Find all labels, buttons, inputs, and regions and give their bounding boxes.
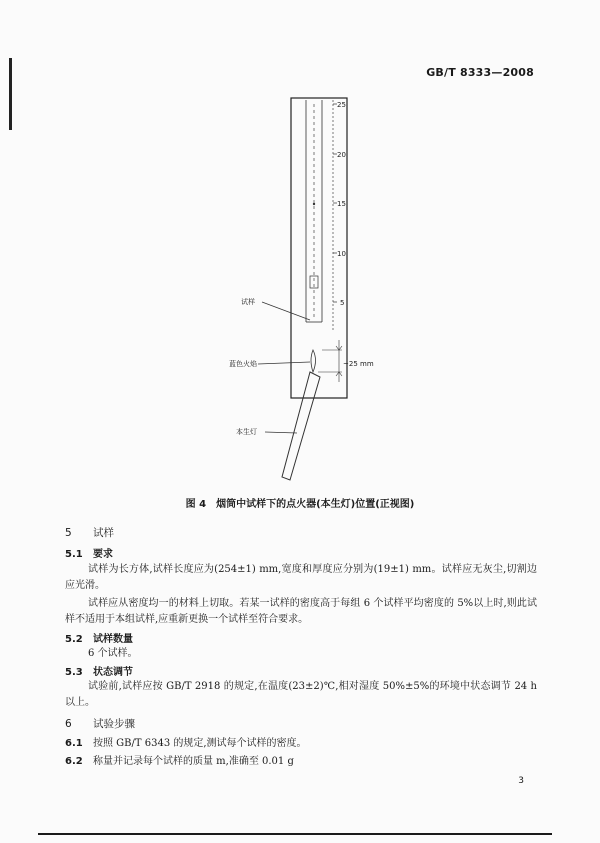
step-6-1 xyxy=(65,736,537,752)
specimen-dot xyxy=(313,203,315,205)
paragraph-specimen-count: 6 个试样。 xyxy=(88,648,138,659)
section-5-heading xyxy=(65,525,114,540)
tick-label-10: 10 xyxy=(337,250,346,258)
section-title: 要求 xyxy=(93,549,113,560)
section-number: 5.3 xyxy=(65,667,83,678)
label-specimen: 试样 xyxy=(241,298,255,306)
paragraph-specimen-density: 试样应从密度均一的材料上切取。若某一试样的密度高于每组 6 个试样平均密度的 5%以上时,则此试样不适用于本组试样,应重新更换一个试样至符合要求。 xyxy=(65,598,537,625)
section-title: 状态调节 xyxy=(93,667,133,678)
bunsen-leader-line xyxy=(265,432,297,433)
paragraph-conditioning: 试验前,试样应按 GB/T 2918 的规定,在温度(23±2)℃,相对湿度 50%±5%的环境中状态调节 24 h 以上。 xyxy=(65,681,537,708)
label-distance: ~25 mm xyxy=(343,360,374,368)
tick-label-5: 5 xyxy=(340,299,345,307)
section-title: 试样 xyxy=(93,527,114,539)
blue-flame-shape xyxy=(311,350,316,372)
section-title: 试样数量 xyxy=(93,634,133,645)
document-code: GB/T 8333—2008 xyxy=(426,66,534,79)
specimen-leader-line xyxy=(262,302,310,320)
chimney-outline xyxy=(291,98,347,398)
section-number: 5 xyxy=(65,527,72,539)
step-text: 按照 GB/T 6343 的规定,测试每个试样的密度。 xyxy=(93,738,307,749)
step-text: 称量并记录每个试样的质量 m,准确至 0.01 g xyxy=(93,756,294,767)
section-number: 6 xyxy=(65,718,72,730)
footer-rule xyxy=(38,833,552,835)
step-number: 6.2 xyxy=(65,756,83,767)
bunsen-burner-body xyxy=(282,372,320,480)
section-number: 5.1 xyxy=(65,549,83,560)
page-number: 3 xyxy=(518,776,524,786)
tick-label-25: 25 xyxy=(337,101,346,109)
section-5-1-heading xyxy=(65,545,113,560)
section-number: 5.2 xyxy=(65,634,83,645)
figure-caption: 图 4 烟筒中试样下的点火器(本生灯)位置(正视图) xyxy=(185,499,415,510)
step-number: 6.1 xyxy=(65,738,83,749)
step-6-2 xyxy=(65,754,537,770)
label-blue-flame: 蓝色火焰 xyxy=(229,360,257,368)
section-title: 试验步骤 xyxy=(93,718,135,730)
tick-label-15: 15 xyxy=(337,200,346,208)
label-bunsen-burner: 本生灯 xyxy=(236,428,257,436)
section-5-3-heading xyxy=(65,663,133,678)
section-5-2-heading xyxy=(65,630,133,645)
flame-leader-line xyxy=(258,362,310,364)
paragraph-specimen-shape: 试样为长方体,试样长度应为(254±1) mm,宽度和厚度应分别为(19±1) mm。试样应无灰尘,切割边应光滑。 xyxy=(65,564,537,591)
tick-label-20: 20 xyxy=(337,151,346,159)
section-6-heading xyxy=(65,716,135,731)
